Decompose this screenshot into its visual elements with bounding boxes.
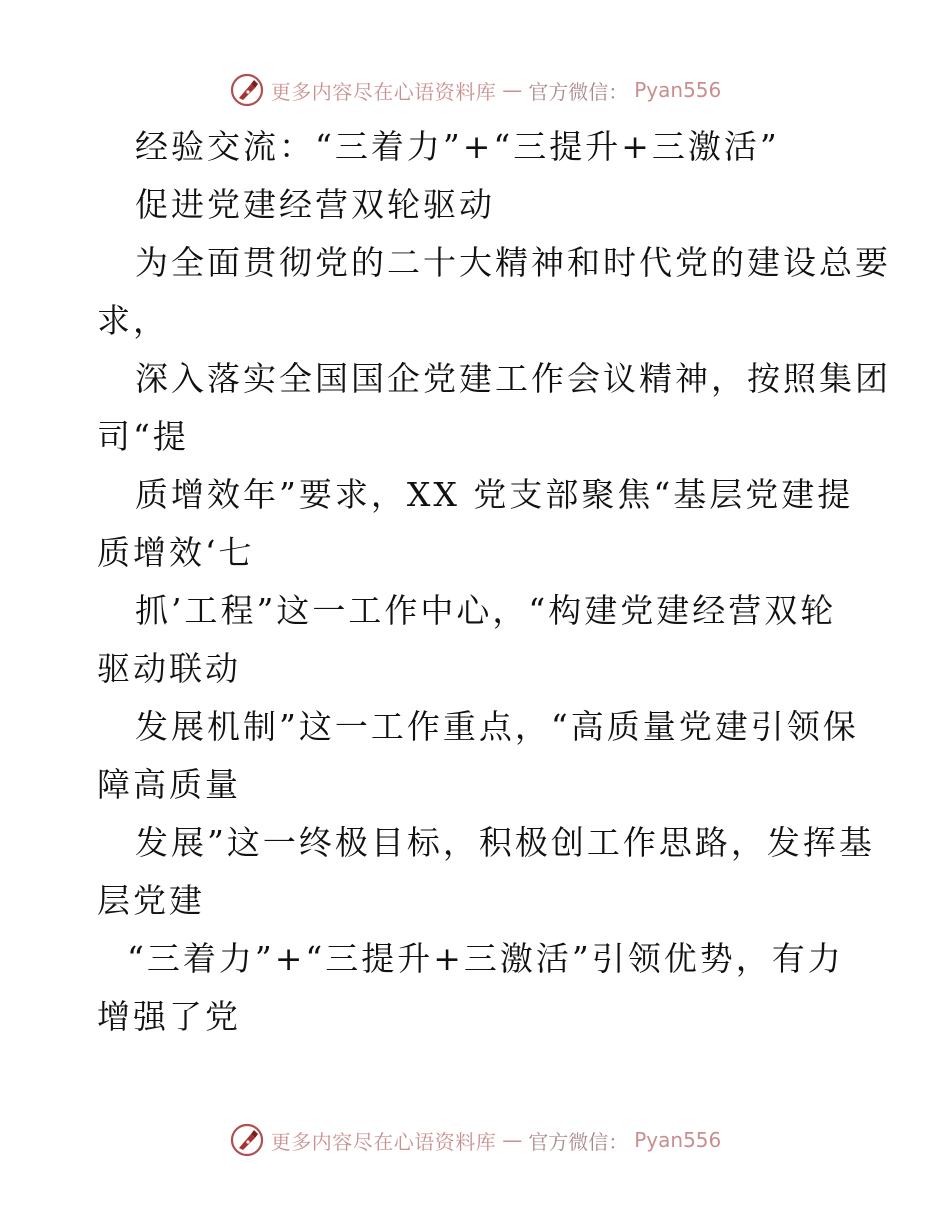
paragraph-line: 发展”这一终极目标，积极创工作思路，发挥基 (135, 823, 875, 862)
footer-watermark (0, 1120, 950, 1160)
pen-nib-logo-icon (229, 72, 265, 108)
watermark-label: 官方微信： (528, 79, 629, 104)
paragraph-line: 质增效‘七 (97, 533, 255, 572)
watermark-text: 更多内容尽在心语资料库 (270, 79, 497, 104)
watermark-separator: — (502, 78, 523, 102)
paragraph-line: 求， (97, 301, 169, 340)
paragraph-line: “三着力”+“三提升+三激活”引领优势，有力 (127, 939, 844, 978)
watermark-label: 官方微信： (528, 1129, 629, 1154)
watermark-separator: — (502, 1128, 523, 1152)
paragraph-line: 为全面贯彻党的二十大精神和时代党的建设总要 (135, 243, 891, 282)
paragraph-line: 驱动联动 (97, 649, 241, 688)
pen-nib-logo-icon (229, 1122, 265, 1158)
paragraph-line: 层党建 (97, 881, 205, 920)
paragraph-line: 发展机制”这一工作重点，“高质量党建引领保 (135, 707, 859, 746)
paragraph-line: 抓’工程”这一工作中心，“构建党建经营双轮 (135, 591, 837, 630)
paragraph-line: 深入落实全国国企党建工作会议精神，按照集团 (135, 359, 891, 398)
paragraph-line: 质增效年”要求，XX 党支部聚焦“基层党建提 (135, 475, 854, 514)
watermark-id: Pyan556 (634, 78, 722, 102)
paragraph-line: 司“提 (97, 417, 189, 456)
watermark-text: 更多内容尽在心语资料库 (270, 1129, 497, 1154)
paragraph-line: 障高质量 (97, 765, 241, 804)
document-body (97, 118, 891, 1046)
watermark-id: Pyan556 (634, 1128, 722, 1152)
header-watermark (0, 70, 950, 110)
document-title-line-2: 促进党建经营双轮驱动 (135, 185, 495, 224)
paragraph-line: 增强了党 (97, 997, 241, 1036)
document-title-line-1: 经验交流：“三着力”+“三提升+三激活” (135, 127, 780, 166)
